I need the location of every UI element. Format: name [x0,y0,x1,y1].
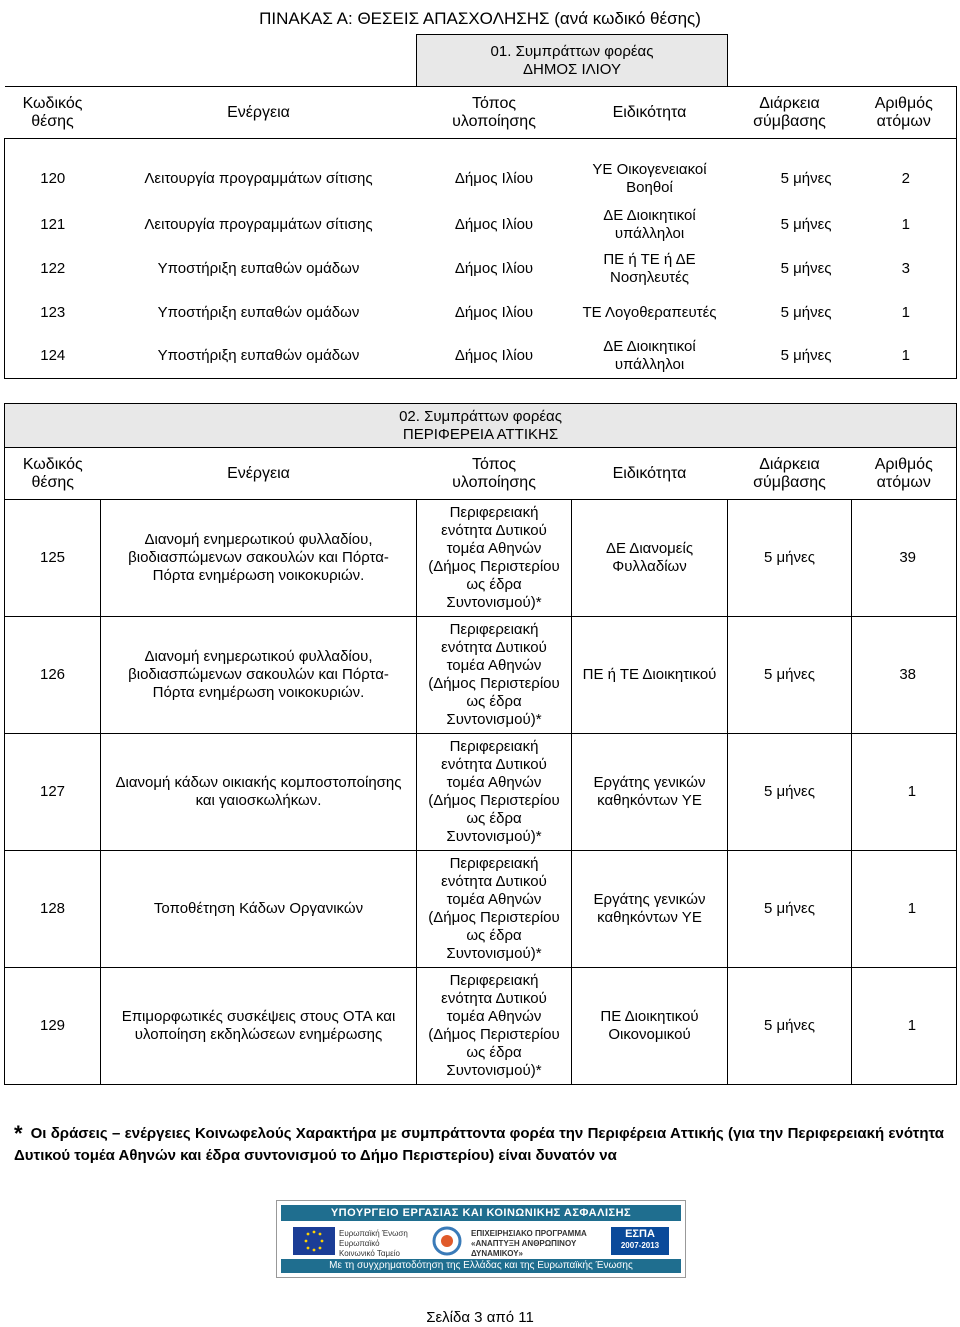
footnote [14,1123,944,1167]
cell-specialty [572,617,728,734]
place-line: (Δήμος Περιστερίου [428,909,560,926]
eu-flag-icon [293,1227,335,1255]
cell-place: Δήμος Ιλίου [417,335,572,379]
funding-banner [276,1200,686,1278]
cell-action [101,968,417,1085]
table-row [5,968,957,1085]
cell-code: 122 [5,247,101,291]
specialty-line: Φυλλαδίων [612,558,687,575]
specialty-line: ΤΕ Λογοθεραπευτές [582,303,717,321]
place-line: ως έδρα [466,693,522,710]
cell-action: Λειτουργία προγραμμάτων σίτισης [144,215,373,233]
place-line: (Δήμος Περιστερίου [428,675,560,692]
specialty-line: Οικονομικού [608,1026,691,1043]
cell-place: Δήμος Ιλίου [454,169,534,187]
cell-place: Δήμος Ιλίου [454,259,534,277]
cell-duration: 5 μήνες [780,303,832,321]
cell-action [101,500,417,617]
cell-code: 120 [5,155,101,203]
program-logo-icon [431,1225,463,1257]
cell-count: 39 [852,500,957,617]
place-line: ενότητα Δυτικού [441,756,547,773]
cell-count: 1 [852,968,957,1085]
cell-count: 2 [852,155,957,203]
action-line: Διανομή ενημερωτικού φυλλαδίου, [144,648,373,665]
cell-action: Υποστήριξη ευπαθών ομάδων [157,259,360,277]
table-row [5,851,957,968]
cell-count: 3 [852,247,957,291]
table-row [5,500,957,617]
cell-action [101,851,417,968]
action-line: Τοποθέτηση Κάδων Οργανικών [153,900,364,917]
cell-place [417,968,572,1085]
specialty-line: καθηκόντων ΥΕ [597,792,702,809]
cell-action [101,617,417,734]
cell-duration: 5 μήνες [728,335,852,379]
cell-place [417,734,572,851]
place-line: Συντονισμού)* [446,594,542,611]
cell-specialty [572,155,728,203]
action-line: υλοποίηση εκδηλώσεων ενημέρωσης [134,1026,383,1043]
specialty-line: ΠΕ ή ΤΕ ή ΔΕ [603,250,696,268]
eu-label: Ευρωπαϊκή Ένωση Ευρωπαϊκό Κοινωνικό Ταμείο [339,1229,408,1258]
specialty-line: ΠΕ ή ΤΕ Διοικητικού [582,666,717,683]
cell-specialty [572,335,728,379]
action-line: και γαιοσκωλήκων. [195,792,322,809]
cell-count: 1 [852,291,957,335]
table-row [5,203,957,247]
cell-specialty [572,968,728,1085]
footnote-text: Οι δράσεις – ενέργειες Κοινωφελούς Χαρακτήρα με συμπράττοντα φορέα την Περιφέρεια Αττικής (για την Περιφερειακή ενότητα Δυτικού τομέα Αθηνών και έδρα συντονισμού το Δήμο Περιστερίου) είναι δυνατόν να [14,1125,944,1164]
cell-duration: 5 μήνες [728,851,852,968]
place-line: Περιφερειακή [449,855,539,872]
place-line: ενότητα Δυτικού [441,990,547,1007]
place-line: τομέα Αθηνών [446,891,542,908]
place-line: ενότητα Δυτικού [441,639,547,656]
cell-place [417,851,572,968]
cell-specialty [572,851,728,968]
cell-place: Δήμος Ιλίου [454,303,534,321]
place-line: (Δήμος Περιστερίου [428,558,560,575]
specialty-line: Βοηθοί [626,178,673,196]
espa-logo: ΕΣΠΑ 2007-2013 [611,1227,669,1255]
cell-code: 123 [5,291,101,335]
cell-duration: 5 μήνες [728,968,852,1085]
place-line: (Δήμος Περιστερίου [428,792,560,809]
cell-count: 38 [852,617,957,734]
cell-count: 1 [852,734,957,851]
place-line: ενότητα Δυτικού [441,873,547,890]
section2-table [4,403,957,1085]
ministry-label: ΥΠΟΥΡΓΕΙΟ ΕΡΓΑΣΙΑΣ ΚΑΙ ΚΟΙΝΩΝΙΚΗΣ ΑΣΦΑΛΙΣΗΣ [281,1205,681,1221]
specialty-line: Εργάτης γενικών [593,891,706,908]
place-line: ως έδρα [466,1044,522,1061]
cell-specialty [572,500,728,617]
cell-code: 126 [5,617,101,734]
cell-duration: 5 μήνες [728,734,852,851]
cell-duration: 5 μήνες [780,259,832,277]
action-line: Πόρτα ενημέρωση νοικοκυριών. [152,684,365,701]
section2-title: 02. Συμπράττων φορέας ΠΕΡΙΦΕΡΕΙΑ ΑΤΤΙΚΗΣ [5,404,957,448]
cell-count: 1 [852,335,957,379]
cell-action: Υποστήριξη ευπαθών ομάδων [157,303,360,321]
cell-code: 127 [5,734,101,851]
specialty-line: ΠΕ Διοικητικού [600,1008,699,1025]
place-line: Περιφερειακή [449,504,539,521]
table-row [5,291,957,335]
action-line: Διανομή ενημερωτικού φυλλαδίου, [144,531,373,548]
cell-duration: 5 μήνες [780,215,832,233]
cell-place [417,500,572,617]
table-row [5,734,957,851]
action-line: βιοδιασπώμενων σακουλών και Πόρτα- [128,666,389,683]
place-line: Περιφερειακή [449,621,539,638]
section1-header-row: Κωδικός θέσης Ενέργεια Τόπος υλοποίησης Ειδικότητα Διάρκεια σύμβασης Αριθμός ατόμων [5,87,957,139]
cell-action [101,734,417,851]
cell-action: Υποστήριξη ευπαθών ομάδων [101,335,417,379]
specialty-line: ΔΕ Διοικητικοί [603,206,696,224]
place-line: Συντονισμού)* [446,711,542,728]
funding-label: Με τη συγχρηματοδότηση της Ελλάδας και της Ευρωπαϊκής Ένωσης [281,1259,681,1273]
cell-specialty [572,203,728,247]
specialty-line: ΔΕ Διοικητικοί [603,338,696,356]
table-row [5,335,957,379]
cell-action: Λειτουργία προγραμμάτων σίτισης [144,169,373,187]
section1-title: 01. Συμπράττων φορέας ΔΗΜΟΣ ΙΛΙΟΥ [417,35,728,87]
place-line: ως έδρα [466,810,522,827]
cell-count: 1 [852,203,957,247]
page-title: ΠΙΝΑΚΑΣ Α: ΘΕΣΕΙΣ ΑΠΑΣΧΟΛΗΣΗΣ (ανά κωδικό θέσης) [259,9,701,28]
cell-duration: 5 μήνες [728,500,852,617]
place-line: ενότητα Δυτικού [441,522,547,539]
place-line: Περιφερειακή [449,972,539,989]
specialty-line: Εργάτης γενικών [593,774,706,791]
cell-code: 124 [5,335,101,379]
table-row [5,247,957,291]
footnote-star: * [14,1121,23,1146]
place-line: τομέα Αθηνών [446,774,542,791]
place-line: Συντονισμού)* [446,945,542,962]
cell-duration: 5 μήνες [728,617,852,734]
specialty-line: υπάλληλοι [614,356,685,374]
place-line: Περιφερειακή [449,738,539,755]
specialty-line: Νοσηλευτές [609,268,689,286]
cell-place: Δήμος Ιλίου [454,215,534,233]
action-line: Επιμορφωτικές συσκέψεις στους ΟΤΑ και [121,1008,396,1025]
place-line: Συντονισμού)* [446,828,542,845]
cell-specialty [572,291,728,335]
specialty-line: καθηκόντων ΥΕ [597,909,702,926]
cell-specialty [572,247,728,291]
cell-duration: 5 μήνες [780,169,832,187]
program-label: ΕΠΙΧΕΙΡΗΣΙΑΚΟ ΠΡΟΓΡΑΜΜΑ «ΑΝΑΠΤΥΞΗ ΑΝΘΡΩΠΙΝΟΥ ΔΥΝΑΜΙΚΟΥ» [471,1229,587,1258]
cell-code: 125 [5,500,101,617]
place-line: τομέα Αθηνών [446,540,542,557]
place-line: τομέα Αθηνών [446,657,542,674]
specialty-line: ΥΕ Οικογενειακοί [592,160,707,178]
cell-code: 121 [5,203,101,247]
cell-place [417,617,572,734]
page-number: Σελίδα 3 από 11 [426,1309,534,1326]
table-row [5,155,957,203]
cell-code: 128 [5,851,101,968]
place-line: ως έδρα [466,927,522,944]
section2-header-row: Κωδικός θέσης Ενέργεια Τόπος υλοποίησης Ειδικότητα Διάρκεια σύμβασης Αριθμός ατόμων [5,448,957,500]
action-line: Πόρτα ενημέρωση νοικοκυριών. [152,567,365,584]
table-row [5,617,957,734]
cell-count: 1 [852,851,957,968]
cell-code: 129 [5,968,101,1085]
action-line: βιοδιασπώμενων σακουλών και Πόρτα- [128,549,389,566]
specialty-line: υπάλληλοι [614,224,685,242]
place-line: Συντονισμού)* [446,1062,542,1079]
section1-table [4,34,957,379]
specialty-line: ΔΕ Διανομείς [605,540,694,557]
cell-specialty [572,734,728,851]
place-line: τομέα Αθηνών [446,1008,542,1025]
place-line: ως έδρα [466,576,522,593]
place-line: (Δήμος Περιστερίου [428,1026,560,1043]
action-line: Διανομή κάδων οικιακής κομποστοποίησης [115,774,402,791]
